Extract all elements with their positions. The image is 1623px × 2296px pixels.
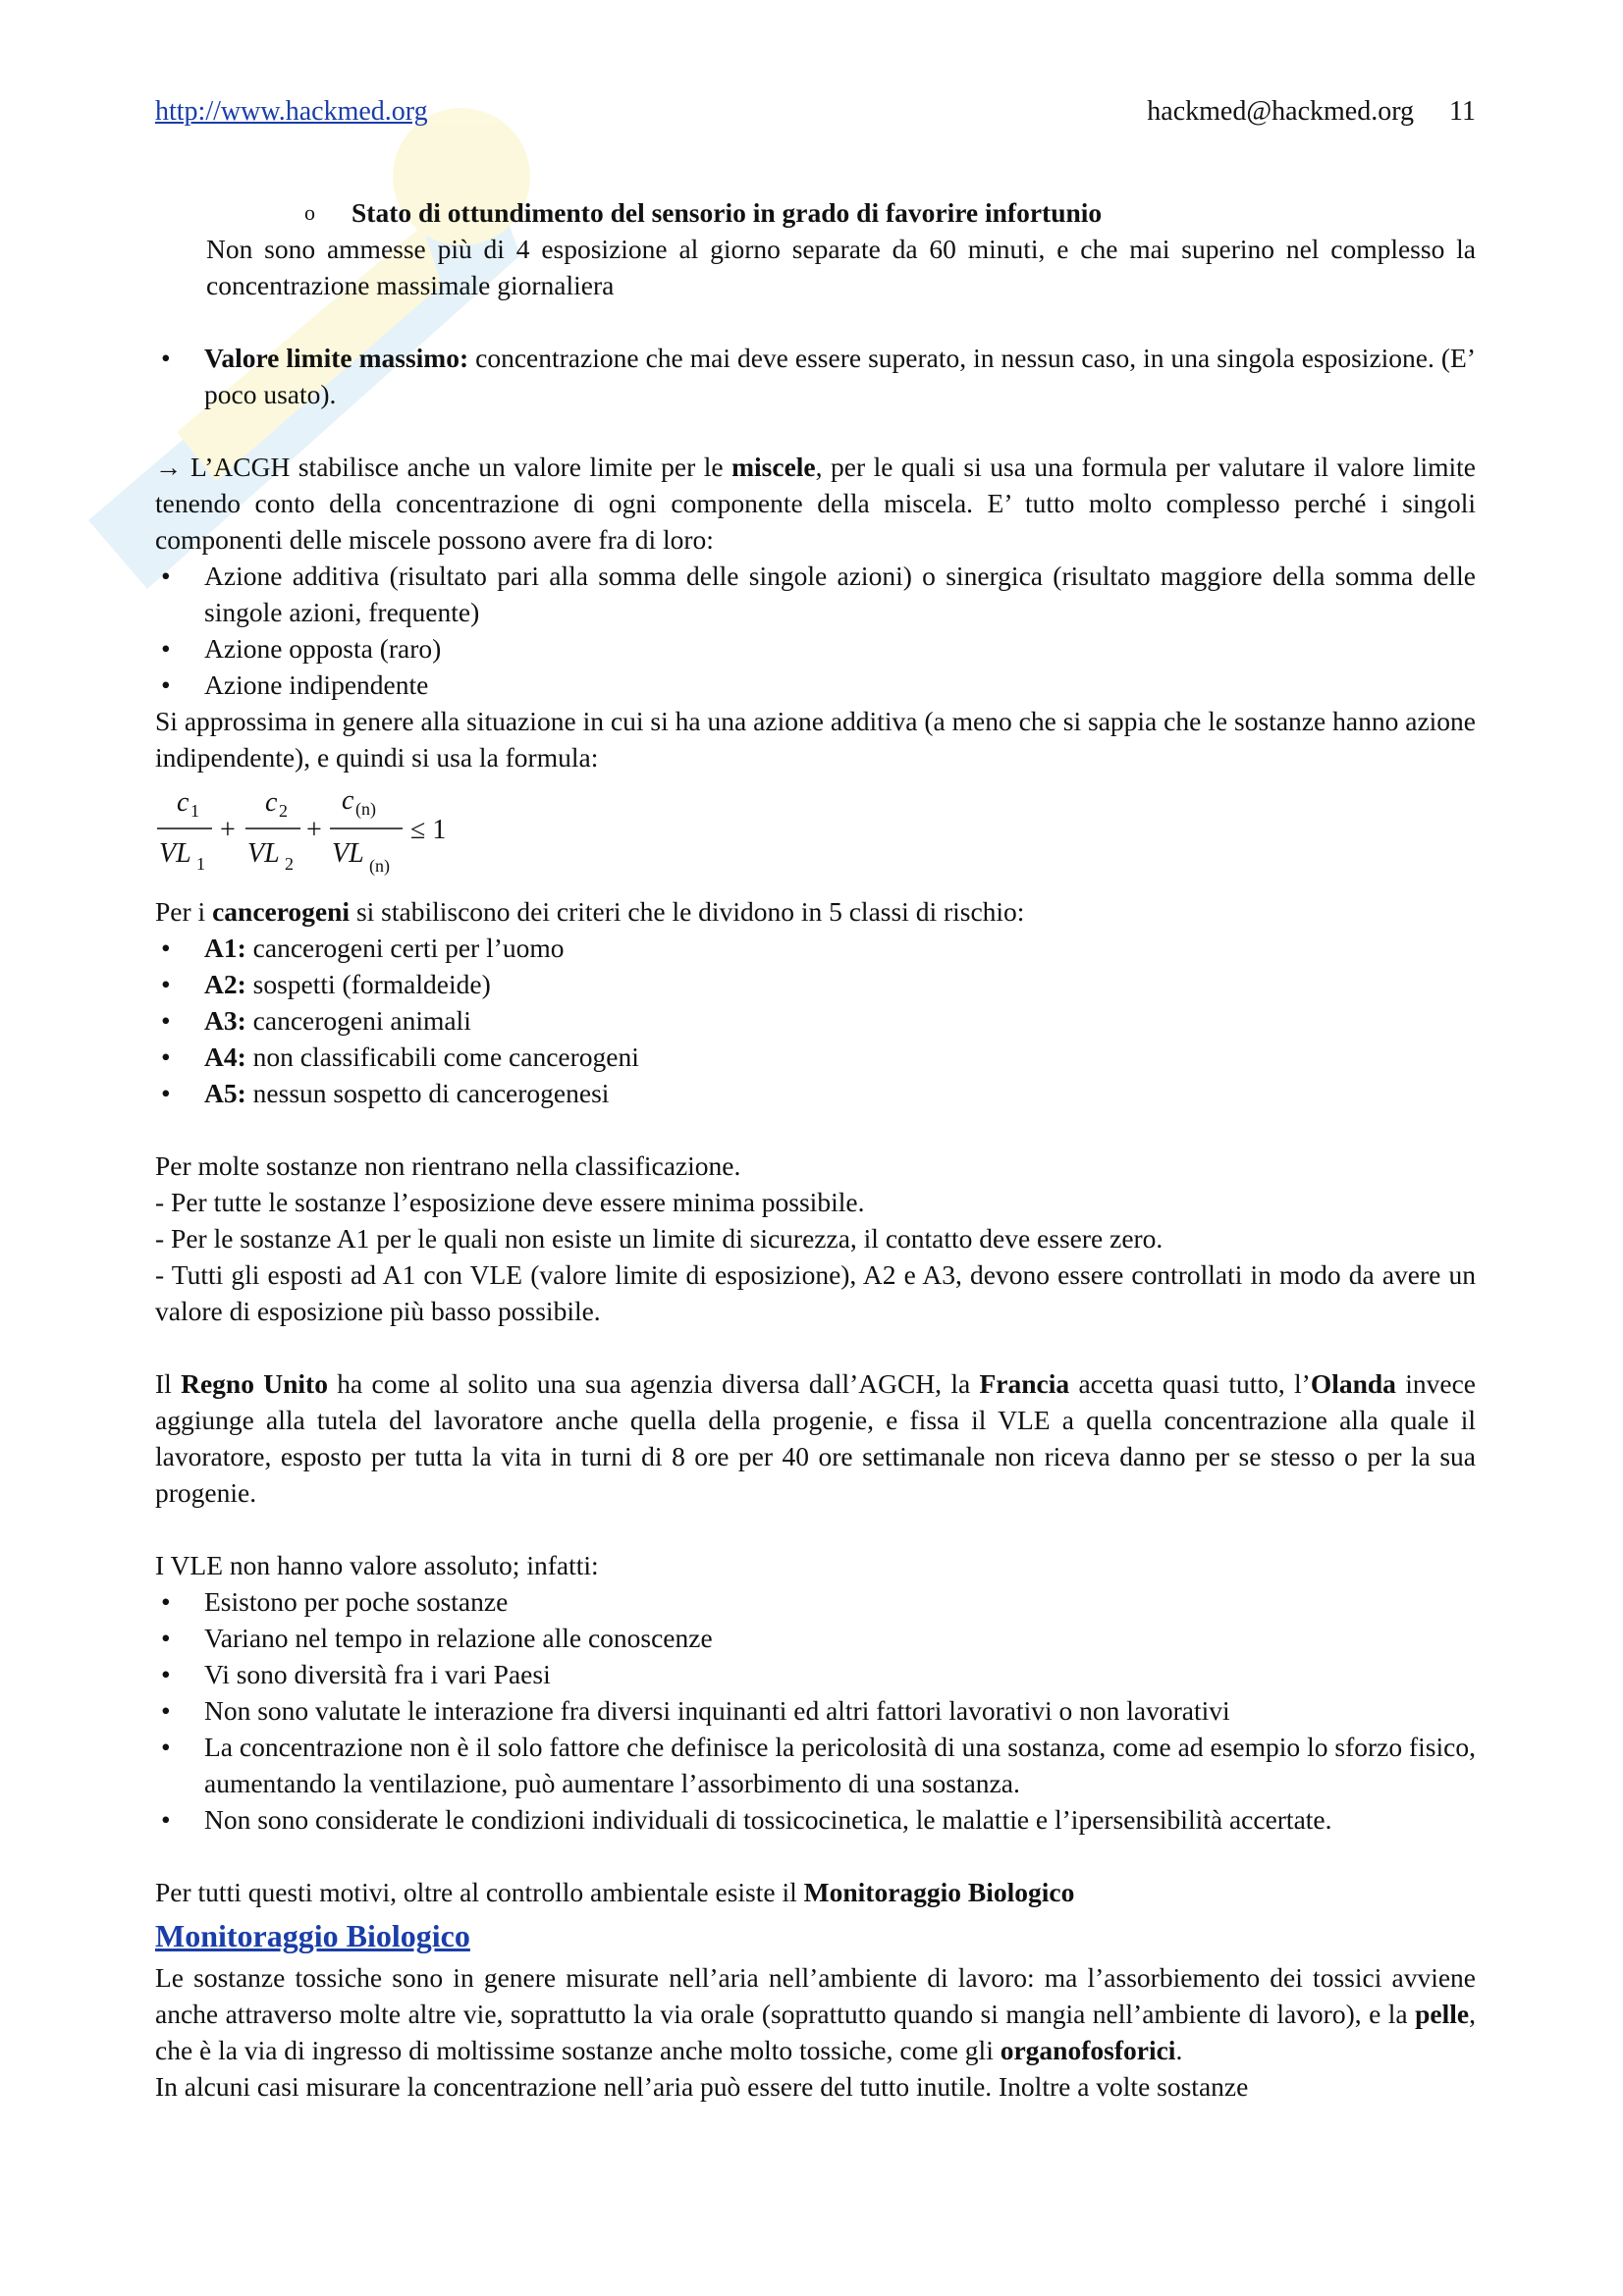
molte-line: - Per tutte le sostanze l’esposizione deve essere minima possibile.	[155, 1187, 865, 1217]
formula-dsub1: 1	[196, 854, 205, 874]
formula-dsub2: 2	[285, 854, 294, 874]
bullet-icon: •	[161, 969, 171, 999]
circle-bullet-icon: o	[304, 200, 315, 225]
bullet-icon: •	[161, 1078, 171, 1108]
bullet-icon: •	[161, 1041, 171, 1072]
list-item: • A1: cancerogeni certi per l’uomo	[155, 930, 1476, 966]
bullet-icon: •	[161, 561, 171, 591]
formula-den2: VL	[247, 838, 280, 869]
monitoraggio-paragraph: Le sostanze tossiche sono in genere misurate nell’aria nell’ambiente di lavoro: ma l’assorbiemento dei tossici avviene anche attraverso molte altre vie, soprattutto la via orale (soprattutto quando si mangia nell’ambiente di lavoro), e la pelle, che è la via di ingresso di moltissime sostanze anche molto tossiche, come gli organofosforici.	[155, 1962, 1476, 2065]
cancerogeni-paragraph: Per i cancerogeni si stabiliscono dei criteri che le dividono in 5 classi di rischio:	[155, 896, 1025, 927]
page-number: 11	[1449, 96, 1476, 127]
formula-sub3: (n)	[355, 799, 376, 819]
list-item: • Esistono per poche sostanze	[155, 1583, 1476, 1620]
list-item: • Azione opposta (raro)	[155, 630, 1476, 667]
regno-paragraph: Il Regno Unito ha come al solito una sua agenzia diversa dall’AGCH, la Francia accetta quasi tutto, l’Olanda invece aggiunge alla tutela del lavoratore anche quella della progenie, e fissa il VLE a quella concentrazione alla quale il lavoratore, esposto per tutta la vita in turni di 8 ore per 40 ore settimanale non riceva danno per se stesso o per la sua progenie.	[155, 1368, 1476, 1508]
valore-limite-list	[155, 340, 1476, 412]
bullet-icon: •	[161, 933, 171, 963]
monitoraggio-last-line: In alcuni casi misurare la concentrazione nell’aria può essere del tutto inutile. Inoltre a volte sostanze	[155, 2071, 1249, 2102]
page-header	[155, 96, 1476, 135]
approx-paragraph: Si approssima in genere alla situazione in cui si ha una azione additiva (a meno che si sappia che le sostanze hanno azione indipendente), e quindi si usa la formula:	[155, 706, 1476, 773]
bullet-icon: •	[161, 1659, 171, 1689]
bullet-icon: •	[161, 1005, 171, 1036]
formula-plus1: +	[220, 815, 236, 845]
molte-line: - Per le sostanze A1 per le quali non esiste un limite di sicurezza, il contatto deve essere zero.	[155, 1223, 1163, 1254]
formula-sub1: 1	[190, 801, 199, 821]
list-item: • A5: nessun sospetto di cancerogenesi	[155, 1075, 1476, 1111]
list-item: • A2: sospetti (formaldeide)	[155, 966, 1476, 1002]
miscele-paragraph: → L’ACGH stabilisce anche un valore limite per le miscele, per le quali si usa una formula per valutare il valore limite tenendo conto della concentrazione di ogni componente della miscela. E’ tutto molto complesso perché i singoli componenti delle miscele possono avere fra di loro:	[155, 452, 1476, 555]
bullet-icon: •	[161, 1586, 171, 1617]
header-email: hackmed@hackmed.org	[1147, 96, 1415, 127]
list-item: • Valore limite massimo: concentrazione che mai deve essere superato, in nessun caso, in una singola esposizione. (E’ poco usato).	[155, 340, 1476, 412]
list-item: • Azione additiva (risultato pari alla somma delle singole azioni) o sinergica (risultato maggiore della somma delle singole azioni, frequente)	[155, 558, 1476, 630]
bullet-icon: •	[161, 1732, 171, 1762]
formula-plus2: +	[306, 815, 322, 845]
bullet-icon: •	[161, 669, 171, 700]
list-item: • Vi sono diversità fra i vari Paesi	[155, 1656, 1476, 1692]
formula-num1: c	[177, 787, 189, 818]
mixture-formula	[155, 781, 1476, 876]
formula-relation: ≤ 1	[410, 815, 447, 845]
bullet-icon: •	[161, 1623, 171, 1653]
bullet-icon: •	[161, 1804, 171, 1835]
sub-paragraph: Non sono ammesse più di 4 esposizione al giorno separate da 60 minuti, e che mai superino nel complesso la concentrazione massimale giornaliera	[206, 234, 1476, 300]
bullet-icon: •	[161, 1695, 171, 1726]
azioni-list	[155, 558, 1476, 703]
section-title-monitoraggio[interactable]: Monitoraggio Biologico	[155, 1918, 470, 1953]
list-item: • Non sono valutate le interazione fra diversi inquinanti ed altri fattori lavorativi o non lavorativi	[155, 1692, 1476, 1729]
list-item: • Variano nel tempo in relazione alle conoscenze	[155, 1620, 1476, 1656]
list-item: • Non sono considerate le condizioni individuali di tossicocinetica, le malattie e l’ipersensibilità accertate.	[155, 1801, 1476, 1838]
header-url-link[interactable]: http://www.hackmed.org	[155, 96, 428, 127]
formula-num2: c	[265, 787, 278, 818]
cancerogeni-list	[155, 930, 1476, 1111]
formula-sub2: 2	[279, 801, 288, 821]
list-item: • A4: non classificabili come cancerogeni	[155, 1039, 1476, 1075]
formula-den1: VL	[159, 838, 191, 869]
molte-line: - Tutti gli esposti ad A1 con VLE (valore limite di esposizione), A2 e A3, devono essere controllati in modo da avere un valore di esposizione più basso possibile.	[155, 1259, 1476, 1326]
molte-line: Per molte sostanze non rientrano nella classificazione.	[155, 1150, 741, 1181]
formula-num3: c	[342, 785, 354, 816]
vle-list	[155, 1583, 1476, 1838]
list-item: • Azione indipendente	[155, 667, 1476, 703]
vle-intro: I VLE non hanno valore assoluto; infatti:	[155, 1550, 599, 1580]
formula-dsub3: (n)	[369, 856, 390, 876]
formula-den3: VL	[332, 838, 364, 869]
document-body	[155, 194, 1476, 2105]
sub-bullet: o Stato di ottundimento del sensorio in grado di favorire infortunio	[155, 194, 1476, 231]
bullet-icon: •	[161, 633, 171, 664]
list-item: • A3: cancerogeni animali	[155, 1002, 1476, 1039]
list-item: • La concentrazione non è il solo fattore che definisce la pericolosità di una sostanza, come ad esempio lo sforzo fisico, aumentando la ventilazione, può aumentare l’assorbimento di una sostanza.	[155, 1729, 1476, 1801]
bullet-icon: •	[161, 343, 171, 373]
motivi-paragraph: Per tutti questi motivi, oltre al controllo ambientale esiste il Monitoraggio Biologico	[155, 1877, 1075, 1907]
